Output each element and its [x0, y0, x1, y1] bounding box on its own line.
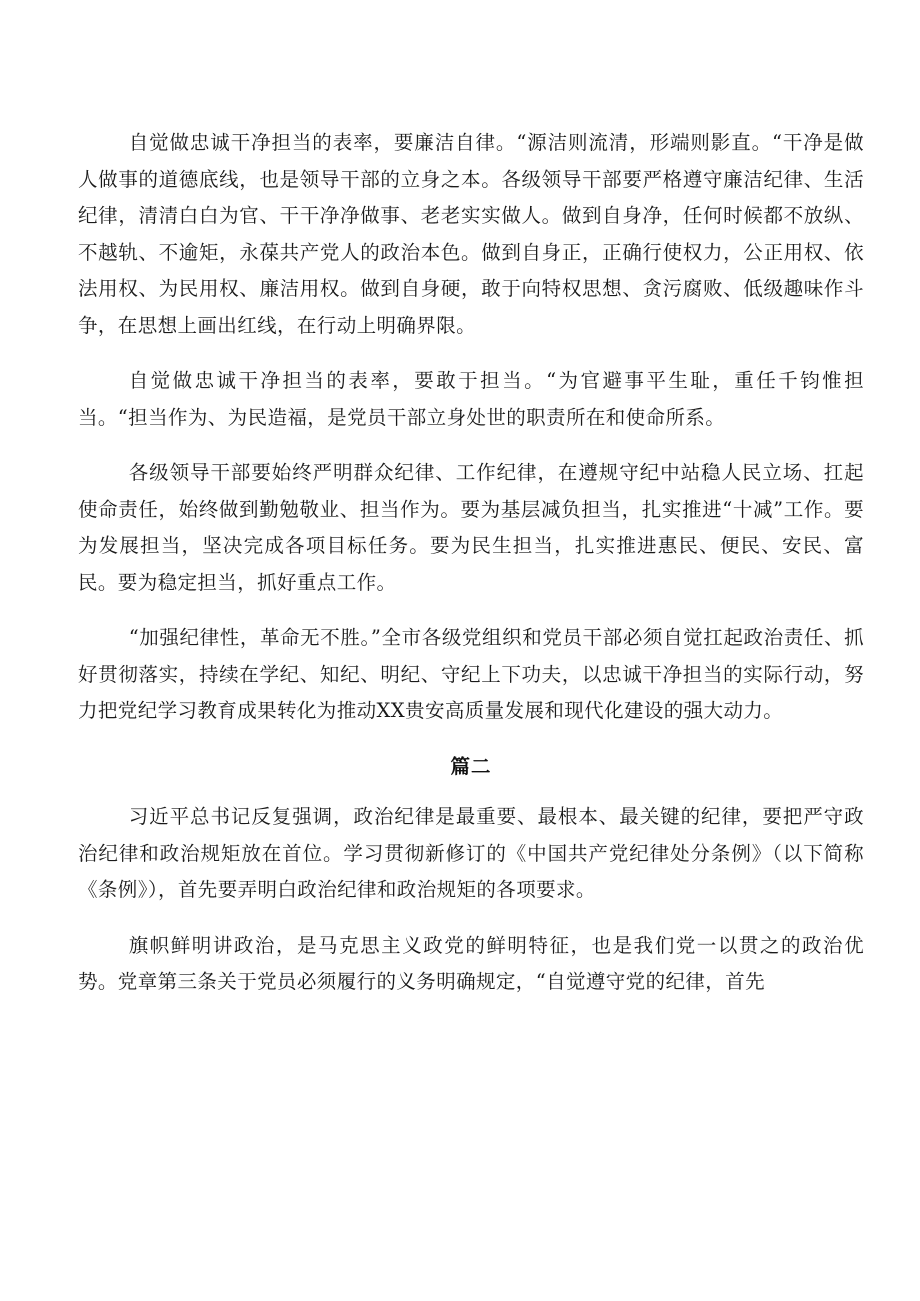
paragraph: 自觉做忠诚干净担当的表率，要廉洁自律。“源洁则流清，形端则影直。“干净是做人做事的道德底线，也是领导干部的立身之本。各级领导干部要严格遵守廉洁纪律、生活纪律，清清白白为官、干干净净做事、老老实实做人。做到自身净，任何时候都不放纵、不越轨、不逾矩，永葆共产党人的政治本色。做到自身正，正确行使权力，公正用权、依法用权、为民用权、廉洁用权。做到自身硬，敢于向特权思想、贪污腐败、低级趣味作斗争，在思想上画出红线，在行动上明确界限。	[78, 131, 864, 337]
paragraph: 各级领导干部要始终严明群众纪律、工作纪律，在遵规守纪中站稳人民立场、扛起使命责任，始终做到勤勉敬业、担当作为。要为基层减负担当，扎实推进“十减”工作。要为发展担当，坚决完成各项目标任务。要为民生担当，扎实推进惠民、便民、安民、富民。要为稳定担当，抓好重点工作。	[78, 461, 864, 594]
paragraph: 习近平总书记反复强调，政治纪律是最重要、最根本、最关键的纪律，要把严守政治纪律和政治规矩放在首位。学习贯彻新修订的《中国共产党纪律处分条例》（以下简称《条例》），首先要弄明白政治纪律和政治规矩的各项要求。	[78, 805, 864, 901]
section-heading: 篇二	[450, 754, 492, 778]
paragraph: 旗帜鲜明讲政治，是马克思主义政党的鲜明特征，也是我们党一以贯之的政治优势。党章第三条关于党员必须履行的义务明确规定，“自觉遵守党的纪律，首先	[78, 933, 864, 993]
paragraph: “加强纪律性，革命无不胜。”全市各级党组织和党员干部必须自觉扛起政治责任、抓好贯彻落实，持续在学纪、知纪、明纪、守纪上下功夫，以忠诚干净担当的实际行动，努力把党纪学习教育成果转化为推动XX贵安高质量发展和现代化建设的强大动力。	[78, 626, 864, 722]
paragraph: 自觉做忠诚干净担当的表率，要敢于担当。“为官避事平生耻，重任千钧惟担当。“担当作为、为民造福，是党员干部立身处世的职责所在和使命所系。	[78, 369, 864, 429]
document-body	[78, 125, 864, 1020]
